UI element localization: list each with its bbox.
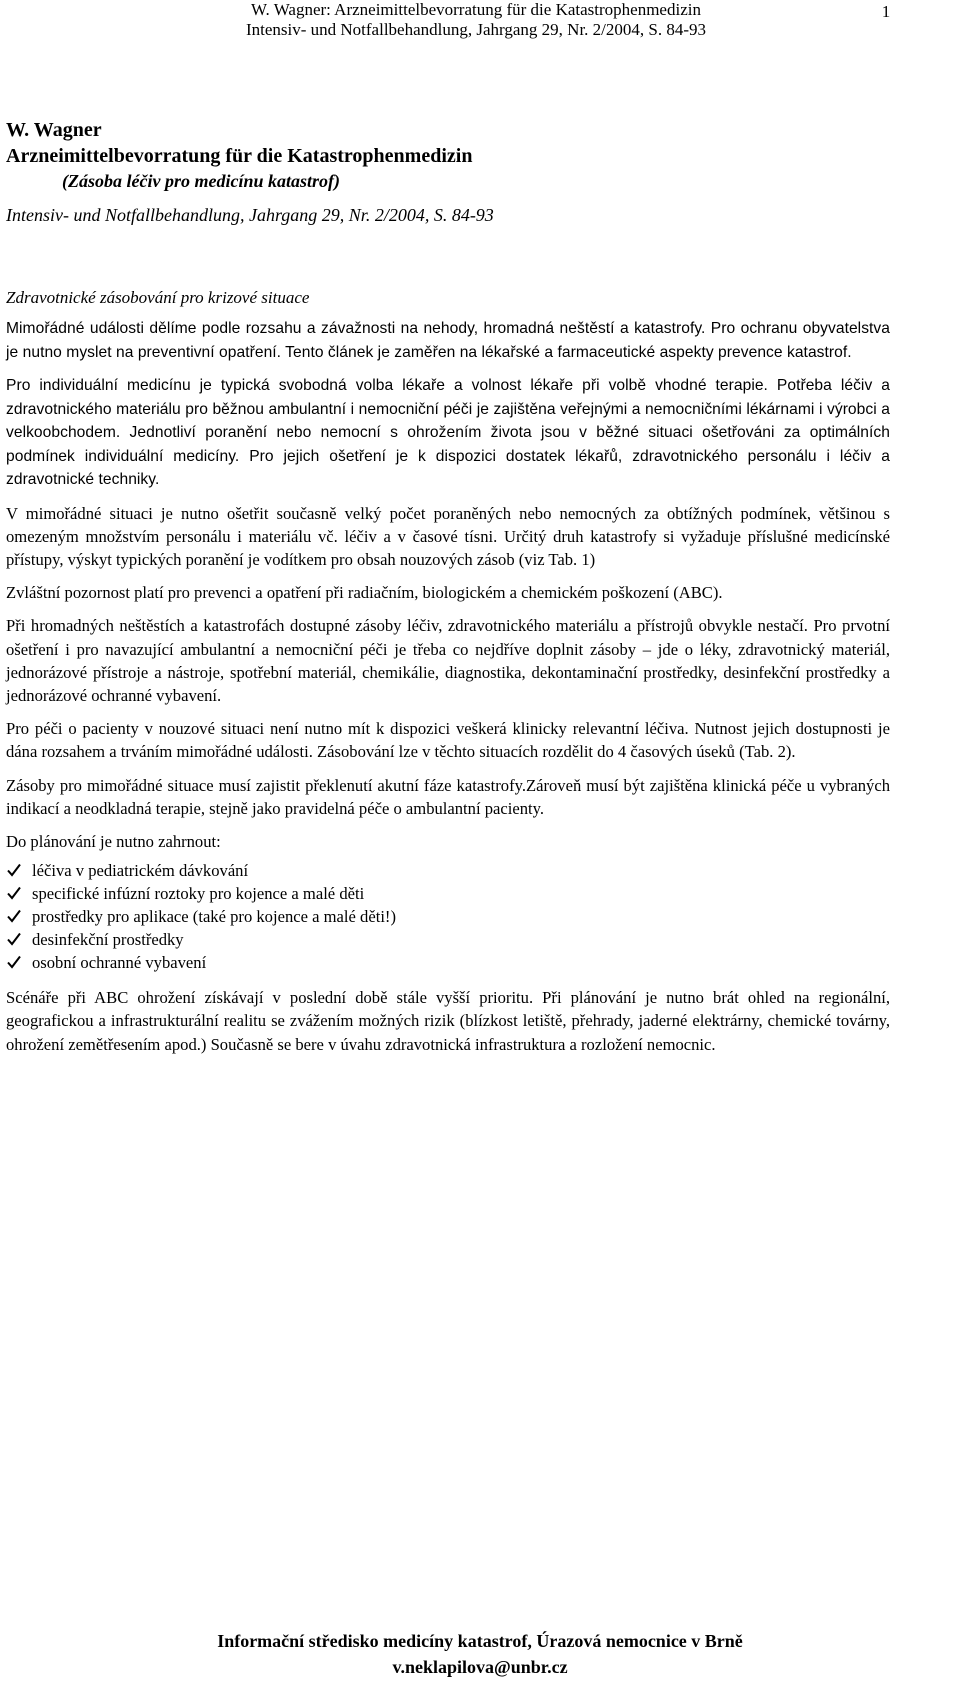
running-header <box>176 0 776 40</box>
section-heading: Zdravotnické zásobování pro krizové situace <box>6 288 310 307</box>
check-icon <box>6 862 22 878</box>
check-icon <box>6 885 22 901</box>
article-body <box>6 287 890 1066</box>
list-item-text: desinfekční prostředky <box>32 930 184 950</box>
list-item-text: prostředky pro aplikace (také pro kojence a malé děti!) <box>32 907 396 927</box>
check-icon <box>6 931 22 947</box>
page-footer <box>0 1628 960 1680</box>
page-number: 1 <box>881 2 891 21</box>
article-title-translation: (Zásoba léčiv pro medicínu katastrof) <box>62 171 340 191</box>
paragraph-9: Scénáře při ABC ohrožení získávají v poslední době stále vyšší prioritu. Při plánování je nutno brát ohled na regionální, geografickou a infrastrukturální realitu se zvážením možných rizik (blízkost letiště, přehrady, jaderné elektrárny, chemické továrny, ohrožení zemětřesením apod.) Současně se bere v úvahu zdravotnická infrastruktura a rozložení nemocnic. <box>6 988 890 1054</box>
author: W. Wagner <box>6 119 102 141</box>
paragraph-7: Zásoby pro mimořádné situace musí zajistit překlenutí akutní fáze katastrofy.Zároveň musí být zajištěna klinická péče u vybraných indikací a neodkladná terapie, stejně jako pravidelná péče o ambulantní pacienty. <box>6 775 890 818</box>
list-item <box>6 882 890 905</box>
list-item <box>6 951 890 974</box>
list-item <box>6 859 890 882</box>
title-block <box>6 118 946 226</box>
list-item <box>6 905 890 928</box>
list-item-text: osobní ochranné vybavení <box>32 953 207 973</box>
list-item <box>6 928 890 951</box>
article-title: Arzneimittelbevorratung für die Katastrophenmedizin <box>6 145 473 167</box>
paragraph-3: V mimořádné situaci je nutno ošetřit současně velký počet poraněných nebo nemocných za obtížných podmínek, většinou s omezeným množstvím personálu i materiálu vč. léčiv a v časové tísni. Určitý druh katastrofy si vyžaduje příslušné medicínské přístupy, výskyt typických poranění je vodítkem pro obsah nouzových zásob (viz Tab. 1) <box>6 503 890 569</box>
list-item-text: specifické infúzní roztoky pro kojence a malé děti <box>32 884 365 904</box>
paragraph-8: Do plánování je nutno zahrnout: <box>6 831 221 851</box>
running-header-line-2: Intensiv- und Notfallbehandlung, Jahrgang 29, Nr. 2/2004, S. 84-93 <box>245 20 707 39</box>
source-citation: Intensiv- und Notfallbehandlung, Jahrgang 29, Nr. 2/2004, S. 84-93 <box>6 205 494 225</box>
paragraph-4: Zvláštní pozornost platí pro prevenci a opatření při radiačním, biologickém a chemickém poškození (ABC). <box>6 583 723 603</box>
paragraph-6: Pro péči o pacienty v nouzové situaci není nutno mít k dispozici veškerá klinicky relevantní léčiva. Nutnost jejich dostupnosti je dána rozsahem a trváním mimořádné události. Zásobování lze v těchto situacích rozdělit do 4 časových úseků (Tab. 2). <box>6 719 890 762</box>
footer-institution: Informační středisko medicíny katastrof, Úrazová nemocnice v Brně <box>217 1631 743 1651</box>
paragraph-2: Pro individuální medicínu je typická svobodná volba lékaře a volnost lékaře při volbě vhodné terapie. Potřeba léčiv a zdravotnického materiálu pro běžnou ambulantní i nemocniční péči je zajištěna veřejnými a nemocničními lékárnami i výrobci a velkoobchodem. Jednotliví poranění nebo nemocní s ohrožením života jsou v běžné situaci ošetřováni za optimálních podmínek individuální medicíny. Pro jejich ošetření je k dispozici dostatek lékařů, zdravotnického personálu i léčiv a zdravotnické techniky. <box>6 377 890 488</box>
planning-checklist <box>6 859 890 974</box>
paragraph-1: Mimořádné události dělíme podle rozsahu a závažnosti na nehody, hromadná neštěstí a katastrofy. Pro ochranu obyvatelstva je nutno myslet na preventivní opatření. Tento článek je zaměřen na lékařské a farmaceutické aspekty prevence katastrof. <box>6 320 890 361</box>
check-icon <box>6 908 22 924</box>
check-icon <box>6 954 22 970</box>
list-item-text: léčiva v pediatrickém dávkování <box>32 861 249 881</box>
running-header-line-1: W. Wagner: Arzneimittelbevorratung für die Katastrophenmedizin <box>251 0 701 19</box>
paragraph-5: Při hromadných neštěstích a katastrofách dostupné zásoby léčiv, zdravotnického materiálu a přístrojů obvykle nestačí. Pro prvotní ošetření i pro navazující ambulantní a nemocniční péči je třeba co nejdříve doplnit zásoby – jde o léky, zdravotnický materiál, jednorázové přístroje a nástroje, spotřební materiál, chemikálie, diagnostika, dekontaminační prostředky, desinfekční prostředky a jednorázové ochranné vybavení. <box>6 616 890 705</box>
footer-email: v.neklapilova@unbr.cz <box>392 1657 568 1677</box>
